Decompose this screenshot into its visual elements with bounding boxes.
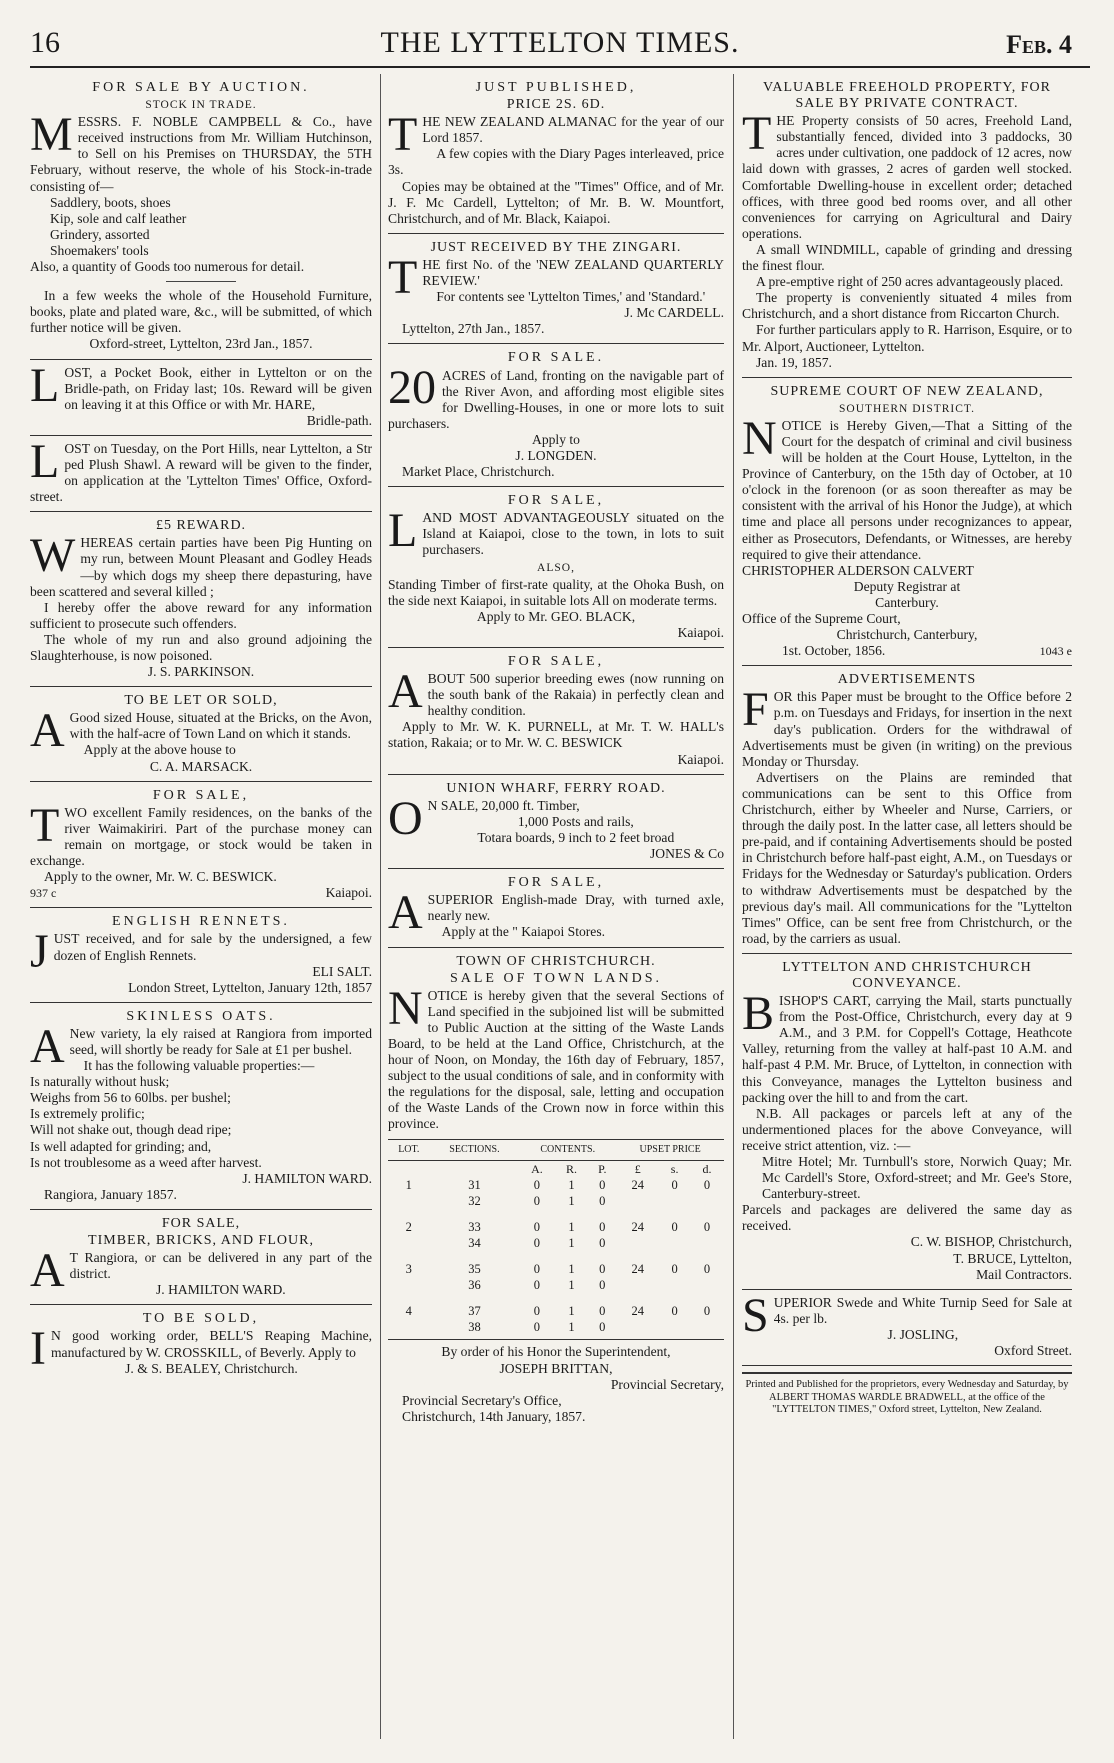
roods-cell: 1 [568, 1304, 575, 1319]
issue-date: Feb. 4 [1006, 30, 1072, 59]
roods-cell: 1 [568, 1193, 575, 1208]
advert-subheading: STOCK IN TRADE. [145, 99, 257, 112]
unit-label: £ [634, 1161, 641, 1176]
to-let-advert [30, 687, 372, 781]
residences-advert [30, 782, 372, 909]
masthead [30, 22, 1090, 68]
table-row [388, 1303, 724, 1319]
advert-body: ABOUT 500 superior breeding ewes (now running on the south bank of the Rakaia) in perfectly clean and healthy condition. [388, 665, 724, 719]
acres-cell: 0 [533, 1236, 541, 1250]
section-cell: 33 [468, 1219, 481, 1234]
advert-body: FOR this Paper must be brought to the Office before 2 p.m. on Tuesdays and Fridays, for insertion in the next day's publication. Orders for the withdrawal of Advertisements must be given (in writing) on the previous Monday or Thursday. [742, 683, 1072, 769]
advert-body: A small WINDMILL, capable of grinding and dressing the finest flour. [742, 241, 1072, 274]
advert-heading: TO BE SOLD, [142, 1311, 260, 1327]
advert-body: Apply to the owner, Mr. W. C. BESWICK. [44, 869, 277, 885]
table-row [388, 1261, 724, 1277]
column-2 [388, 74, 724, 1431]
pence-cell [690, 1193, 724, 1209]
advert-date: 1st. October, 1856. [782, 643, 886, 659]
pence-cell [690, 1235, 724, 1251]
advert-body: I hereby offer the above reward for any information sufficient to prosecute such offenders. [30, 599, 372, 631]
list-item: Is naturally without husk; [30, 1074, 170, 1090]
column-3 [742, 74, 1072, 1423]
advert-heading: ADVERTISEMENTS [837, 672, 977, 688]
advert-heading: FOR SALE, [161, 1215, 241, 1231]
lot-cell [388, 1277, 430, 1293]
advert-line: 1,000 Posts and rails, [517, 813, 634, 829]
advert-body: Also, a quantity of Goods too numerous for detail. [30, 259, 305, 275]
avon-land-advert [388, 344, 724, 487]
advert-body: For further particulars apply to R. Harrison, Esquire, or to Mr. Alport, Auctioneer, Lyttelton. [742, 322, 1072, 354]
table-row [388, 1177, 724, 1193]
list-item: Is extremely prolific; [30, 1106, 145, 1122]
row-spacer [388, 1293, 724, 1303]
dray-advert [388, 869, 724, 947]
perches-cell: 0 [599, 1193, 606, 1208]
advert-body: In a few weeks the whole of the Household Furniture, books, plate and plated ware, &c., will be submitted, of which further notice will be given. [30, 288, 372, 336]
roods-cell: 1 [568, 1219, 575, 1234]
perches-cell: 0 [599, 1177, 606, 1192]
auction-advert [30, 74, 372, 360]
advert-signoff: J. LONGDEN. [515, 447, 597, 463]
advert-body: LAND MOST ADVANTAGEOUSLY situated on the Island at Kaiapoi, close to the town, in lots to suit purchasers. [388, 504, 724, 558]
advert-signoff: Mail Contractors. [976, 1266, 1072, 1282]
acres-cell: 0 [533, 1278, 541, 1293]
conveyance-advert [742, 954, 1072, 1290]
advert-subheading: SOUTHERN DISTRICT. [839, 402, 975, 415]
advert-address: London Street, Lyttelton, January 12th, 1857 [128, 979, 372, 995]
acres-cell: 0 [533, 1177, 541, 1192]
advert-signoff: C. A. MARSACK. [149, 758, 253, 774]
advert-apply: Apply to [532, 431, 580, 447]
advert-body: THE Property consists of 50 acres, Freehold Land, substantially fenced, divided into 3 paddocks, 30 acres under cultivation, one paddock of 12 acres, now laid down with grasses, 2 acres of garden well stocked. Comfortable Dwelling-house in excellent order; detached offices, with three good bed rooms over, and all other conveniences for carrying on Agricultural and Dairy operations. [742, 107, 1072, 241]
advert-body: ASUPERIOR English-made Dray, with turned axle, nearly new. [388, 886, 724, 940]
column-rule [733, 74, 734, 1739]
section-cell: 34 [468, 1236, 481, 1250]
advert-body: SUPERIOR Swede and White Turnip Seed for Sale at 4s. per lb. [742, 1288, 1072, 1342]
lots-table [388, 1139, 724, 1336]
unit-label: R. [565, 1161, 577, 1176]
pounds-cell [616, 1319, 659, 1335]
advert-place: Kaiapoi. [325, 885, 372, 901]
advert-body: LOST, a Pocket Book, either in Lyttelton or on the Bridle-path, on Friday last; 10s. Reward will be given on leaving it at this Office or with Mr. HARE, [30, 358, 372, 412]
column-1 [30, 74, 372, 1383]
list-item: Kip, sole and calf leather [50, 210, 187, 226]
shillings-cell [659, 1277, 690, 1293]
properties-list [30, 1074, 372, 1171]
advert-body: LOST on Tuesday, on the Port Hills, near Lyttelton, a Str ped Plush Shawl. A reward will be given to the finder, on application at the 'Lyttelton Times' Office, Oxford-street. [30, 434, 372, 505]
advert-signoff: CHRISTOPHER ALDERSON CALVERT [742, 562, 974, 578]
advert-footer [30, 885, 372, 901]
advert-place: Market Place, Christchurch. [402, 464, 555, 480]
section-cell: 31 [468, 1177, 481, 1192]
advert-ref: 937 c [30, 886, 57, 901]
advert-body: A pre-emptive right of 250 acres advantageously placed. [756, 274, 1064, 290]
pence-cell: 0 [703, 1219, 711, 1234]
lot-cell: 4 [405, 1304, 412, 1319]
advert-heading: JUST PUBLISHED, [475, 80, 637, 95]
pounds-cell: 24 [631, 1219, 645, 1234]
perches-cell: 0 [599, 1262, 606, 1277]
advert-signoff: JONES & Co [649, 846, 724, 862]
advert-body: JUST received, and for sale by the undersigned, a few dozen of English Rennets. [30, 925, 372, 979]
list-item: Is not troublesome as a weed after harvest. [30, 1154, 262, 1170]
column-header: CONTENTS. [519, 1139, 616, 1160]
advert-place: Rangiora, January 1857. [44, 1186, 177, 1202]
shillings-cell: 0 [671, 1177, 678, 1192]
ewes-advert [388, 648, 724, 775]
perches-cell: 0 [599, 1236, 606, 1250]
table-row [388, 1193, 724, 1209]
pence-cell: 0 [703, 1177, 711, 1192]
advert-body: WHEREAS certain parties have been Pig Hunting on my run, between Mount Pleasant and Godley Heads—by which dogs my sheep there depasturing, have been scattered and several killed ; [30, 529, 372, 599]
advert-heading: £5 REWARD. [155, 518, 247, 534]
advert-body: The whole of my run and also ground adjoining the Slaughterhouse, is now poisoned. [30, 631, 372, 663]
lot-cell [388, 1193, 430, 1209]
advert-body: NOTICE is hereby given that the several Sections of Land specified in the subjoined list will be submitted to Public Auction at the sitting of the Waste Lands Board, to be held at the Land Office, Christchurch, at the hour of Noon, on Monday, the 16th day of February, 1857, subject to the usual conditions of sale, and in conformity with the regulations for the disposal, sale, letting and occupation of the Waste Lands of the Crown now in force within this province. [388, 981, 724, 1132]
advert-signoff: J. & S. BEALEY, Christchurch. [125, 1360, 298, 1376]
advert-heading: VALUABLE FREEHOLD PROPERTY, FOR SALE BY PRIVATE CONTRACT. [763, 80, 1051, 112]
advert-body: AGood sized House, situated at the Bricks, on the Avon, with the half-acre of Town Land on which it stands. [30, 704, 372, 758]
advert-also: ALSO, [537, 561, 575, 574]
lost-shawl-advert [30, 436, 372, 512]
advert-body: Apply at the above house to [83, 742, 236, 758]
advert-body: N.B. All packages or parcels left at any of the undermentioned places for the above Conveyance, will receive strict attention, viz. :— [742, 1105, 1072, 1153]
advert-signoff: ELI SALT. [312, 963, 372, 979]
divider [166, 281, 236, 282]
advert-signoff: JOSEPH BRITTAN, [499, 1360, 613, 1376]
column-header: SECTIONS. [430, 1139, 520, 1160]
stock-list [30, 195, 372, 259]
pounds-cell [616, 1193, 659, 1209]
advert-body-text: ACRES of Land, fronting on the navigable part of the River Avon, and affording most eligible sites for Dwelling-Houses, in one or more lots to suit purchasers. [388, 367, 724, 431]
shillings-cell: 0 [671, 1304, 678, 1319]
table-row [388, 1235, 724, 1251]
lots-table-body [388, 1177, 724, 1336]
imprint [742, 1372, 1072, 1423]
advert-heading: FOR SALE, [507, 654, 605, 669]
pounds-cell [616, 1235, 659, 1251]
advert-line: Totara boards, 9 inch to 2 feet broad [477, 829, 675, 845]
advert-heading: FOR SALE BY AUCTION. [92, 80, 310, 95]
pounds-cell: 24 [631, 1177, 645, 1192]
advert-ref: 1043 e [1039, 644, 1072, 659]
advert-subheading: TIMBER, BRICKS, AND FLOUR, [88, 1233, 314, 1248]
places-list: Mitre Hotel; Mr. Turnbull's store, Norwich Quay; Mr. Mc Cardell's Store, Oxford-street; and Mr. Gee's Store, Canterbury-street. [762, 1154, 1072, 1202]
advert-signoff: T. BRUCE, Lyttelton, [953, 1250, 1072, 1266]
almanac-advert [388, 74, 724, 234]
acres-cell: 0 [533, 1193, 541, 1208]
perches-cell: 0 [599, 1219, 606, 1234]
advert-body: Standing Timber of first-rate quality, at the Ohoka Bush, on the side next Kaiapoi, in suitable lots All on moderate terms. [388, 576, 724, 608]
advert-body: For contents see 'Lyttelton Times,' and 'Standard.' [436, 289, 706, 305]
advert-signoff: Oxford-street, Lyttelton, 23rd Jan., 1857. [89, 336, 313, 352]
advert-heading: SUPREME COURT OF NEW ZEALAND, [770, 383, 1044, 399]
advert-body: MESSRS. F. NOBLE CAMPBELL & Co., have received instructions from Mr. William Hutchinson, to Sell on his Premises on THURSDAY, the 5TH February, without reserve, the whole of his Stock-in-trade consisting of— [30, 108, 372, 194]
shillings-cell: 0 [671, 1262, 678, 1277]
advert-heading: UNION WHARF, FERRY ROAD. [446, 780, 666, 796]
advert-body: IN good working order, BELL'S Reaping Machine, manufactured by W. CROSSKILL, of Beverly. Apply to [30, 1322, 372, 1376]
unit-label: P. [598, 1161, 607, 1176]
lot-cell: 3 [405, 1262, 412, 1277]
table-row [388, 1319, 724, 1335]
advert-heading: FOR SALE, [507, 493, 605, 509]
advert-body: THE NEW ZEALAND ALMANAC for the year of our Lord 1857. [388, 108, 724, 162]
roods-cell: 1 [568, 1320, 575, 1335]
union-wharf-advert [388, 775, 724, 869]
pounds-cell [616, 1277, 659, 1293]
advert-heading: JUST RECEIVED BY THE ZINGARI. [430, 239, 682, 255]
list-item: Weighs from 56 to 60lbs. per bushel; [30, 1090, 231, 1106]
list-item: Shoemakers' tools [50, 242, 149, 258]
shillings-cell [659, 1235, 690, 1251]
row-spacer [388, 1251, 724, 1261]
perches-cell: 0 [599, 1320, 606, 1335]
column-rule [380, 74, 381, 1739]
advert-place: Kaiapoi. [677, 751, 724, 767]
newspaper-title: THE LYTTELTON TIMES. [380, 26, 740, 59]
acres-cell: 0 [533, 1262, 541, 1277]
timber-bricks-advert [30, 1210, 372, 1305]
advert-heading: TO BE LET OR SOLD, [124, 693, 278, 709]
advert-body: Copies may be obtained at the "Times" Office, and of Mr. J. F. Mc Cardell, Lyttelton; of Mr. B. W. Mountfort, Christchurch, and of Mr. Black, Kaiapoi. [388, 178, 724, 226]
section-cell: 36 [468, 1278, 481, 1293]
advert-heading: TOWN OF CHRISTCHURCH. [456, 953, 656, 969]
advert-signoff: J. JOSLING, [887, 1326, 959, 1342]
oats-advert [30, 1003, 372, 1210]
pence-cell: 0 [703, 1262, 711, 1277]
advert-place: Lyttelton, 27th Jan., 1857. [402, 321, 545, 337]
list-item: Saddlery, boots, shoes [50, 194, 171, 210]
lot-cell [388, 1319, 430, 1335]
advert-subheading: SALE OF TOWN LANDS. [449, 970, 663, 986]
advert-body: It has the following valuable properties:— [83, 1058, 315, 1074]
printer-imprint: Printed and Published for the proprietors, every Wednesday and Saturday, by ALBERT THOMAS WARDLE BRADWELL, at the office of the "LYTTELTON TIMES," Oxford street, Lyttelton, New Zealand. [745, 1379, 1069, 1416]
turnip-seed-advert [742, 1290, 1072, 1366]
advert-date: Jan. 19, 1857. [756, 354, 832, 370]
advert-heading: ENGLISH RENNETS. [112, 914, 290, 930]
perches-cell: 0 [599, 1304, 606, 1319]
list-item: Is well adapted for grinding; and, [30, 1138, 212, 1154]
advert-place: Christchurch, 14th January, 1857. [402, 1408, 586, 1424]
advert-body: ON SALE, 20,000 ft. Timber, [388, 791, 580, 845]
advert-title: Canterbury. [875, 594, 939, 610]
advert-signoff: C. W. BISHOP, Christchurch, [910, 1234, 1072, 1250]
advert-heading: FOR SALE, [152, 787, 250, 803]
advert-body: TWO excellent Family residences, on the banks of the river Waimakiriri. Part of the purchase money can remain on mortgage, or stock would be taken in exchange. [30, 798, 372, 869]
roods-cell: 1 [568, 1262, 575, 1277]
rennets-advert [30, 908, 372, 1002]
roods-cell: 1 [568, 1278, 575, 1293]
advert-body: Advertisers on the Plains are reminded that communications can be sent to this Office from Christchurch, either by Wheeler and Nurse, Carriers, or through the daily post. In the latter case, all letters should be pre-paid, and if containing Advertisements should be posted in Christchurch before half-past eight, A.M., on Tuesdays or Fridays for the Wednesday or Saturday's publication. Orders to withdraw Advertisements must be despatched by the previous day's mail. All communications for the "Lyttelton Times" Office, can be sent free from Christchurch, or the road, by the carriers as usual. [742, 769, 1072, 946]
unit-label: A. [531, 1161, 543, 1176]
advert-body: THE first No. of the 'NEW ZEALAND QUARTERLY REVIEW.' [388, 250, 724, 304]
advert-heading: FOR SALE, [507, 875, 605, 891]
advertisements-notice [742, 666, 1072, 954]
advert-body: A few copies with the Diary Pages interleaved, price 3s. [388, 146, 724, 178]
advert-signoff: Bridle-path. [306, 412, 372, 428]
advert-heading: FOR SALE. [507, 350, 605, 366]
advert-body: NOTICE is Hereby Given,—That a Sitting of the Court for the despatch of criminal and civil business will be holden at the Court House, Lyttelton, in the Province of Canterbury, on the 15th day of October, at 10 o'clock in the forenoon (or as soon thereafter as may be consistent with the arrival of his Honor the Judge), at which time and place all persons under recognizances to appear, either as Prosecutors, Defendants, or Witnesses, are hereby required to give their attendance. [742, 411, 1072, 562]
table-subheader-row [388, 1160, 724, 1177]
advert-office: Provincial Secretary's Office, [402, 1392, 562, 1408]
acres-cell: 0 [533, 1219, 541, 1234]
lot-cell: 2 [405, 1219, 412, 1234]
section-cell: 37 [468, 1304, 481, 1319]
list-item: Will not shake out, though dead ripe; [30, 1122, 232, 1138]
advert-body: ANew variety, la ely raised at Rangiora from imported seed, will shortly be ready for Sale at £1 per bushel. [30, 1019, 372, 1073]
column-header: UPSET PRICE [616, 1139, 724, 1160]
reaping-machine-advert [30, 1305, 372, 1382]
unit-label: d. [702, 1161, 712, 1176]
roods-cell: 1 [568, 1236, 575, 1250]
shillings-cell [659, 1319, 690, 1335]
advert-body: AT Rangiora, or can be delivered in any part of the district. [30, 1244, 372, 1298]
advert-apply: Apply to Mr. GEO. BLACK, [476, 608, 636, 624]
acreage-number: 20 [388, 360, 436, 414]
advert-signoff: J. Mc CARDELL. [624, 305, 724, 321]
lost-pocket-book-advert [30, 360, 372, 436]
advert-place: Kaiapoi. [677, 624, 724, 640]
advert-order: By order of his Honor the Superintendent, [388, 1339, 724, 1360]
advert-apply: Apply to Mr. W. K. PURNELL, at Mr. T. W. HALL's station, Rakaia; or to Mr. W. C. BESWICK [388, 719, 724, 751]
quarterly-review-advert [388, 234, 724, 345]
roods-cell: 1 [568, 1177, 575, 1192]
advert-title: Provincial Secretary, [610, 1376, 724, 1392]
column-header: LOT. [388, 1139, 430, 1160]
pence-cell [690, 1319, 724, 1335]
unit-label: s. [670, 1161, 679, 1176]
advert-body: Parcels and packages are delivered the same day as received. [742, 1202, 1072, 1234]
advert-subheading: PRICE 2S. 6D. [506, 97, 606, 113]
advert-body [388, 360, 724, 432]
table-row [388, 1277, 724, 1293]
advert-heading: SKINLESS OATS. [126, 1008, 276, 1024]
reward-advert [30, 512, 372, 687]
advert-place: Christchurch, Canterbury, [836, 627, 978, 643]
advert-title: Deputy Registrar at [853, 578, 961, 594]
perches-cell: 0 [599, 1278, 606, 1293]
advert-office: Office of the Supreme Court, [742, 611, 901, 626]
lot-cell: 1 [405, 1177, 412, 1192]
table-header-row [388, 1139, 724, 1160]
pounds-cell: 24 [631, 1262, 645, 1277]
page-number: 16 [30, 26, 60, 59]
supreme-court-advert [742, 378, 1072, 667]
advert-heading: LYTTELTON AND CHRISTCHURCH CONVEYANCE. [782, 959, 1032, 991]
row-spacer [388, 1209, 724, 1219]
lot-cell [388, 1235, 430, 1251]
advert-signoff: J. S. PARKINSON. [147, 664, 255, 680]
list-item: Grindery, assorted [50, 226, 150, 242]
kaiapoi-land-advert [388, 487, 724, 648]
shillings-cell [659, 1193, 690, 1209]
advert-body: The property is conveniently situated 4 miles from Christchurch, and a short distance from Riccarton Church. [742, 290, 1072, 322]
section-cell: 35 [468, 1262, 481, 1277]
acres-cell: 0 [533, 1304, 541, 1319]
advert-signoff: J. HAMILTON WARD. [242, 1170, 372, 1186]
section-cell: 32 [468, 1193, 481, 1208]
freehold-property-advert [742, 74, 1072, 378]
town-lands-advert [388, 948, 724, 1431]
section-cell: 38 [468, 1320, 481, 1335]
pounds-cell: 24 [631, 1304, 645, 1319]
advert-apply: Apply at the " Kaiapoi Stores. [441, 924, 606, 940]
table-row [388, 1219, 724, 1235]
advert-body: BISHOP'S CART, carrying the Mail, starts punctually from the Post-Office, Christchurch, every day at 9 A.M., and 3 P.M. for Coppell's Cottage, Heathcote Valley, returning from the valley at half-past 10 A.M. and half-past 4 P.M. Mr. Bruce, of Lyttelton, in connection with this Conveyance, manages the Lyttelton business and packing over the hill to and from the cart. [742, 987, 1072, 1105]
pence-cell: 0 [703, 1304, 711, 1319]
advert-place: Oxford Street. [994, 1343, 1072, 1359]
advert-signoff: J. HAMILTON WARD. [156, 1282, 286, 1298]
shillings-cell: 0 [671, 1219, 678, 1234]
pence-cell [690, 1277, 724, 1293]
advert-footer [742, 643, 1072, 659]
acres-cell: 0 [533, 1320, 541, 1335]
